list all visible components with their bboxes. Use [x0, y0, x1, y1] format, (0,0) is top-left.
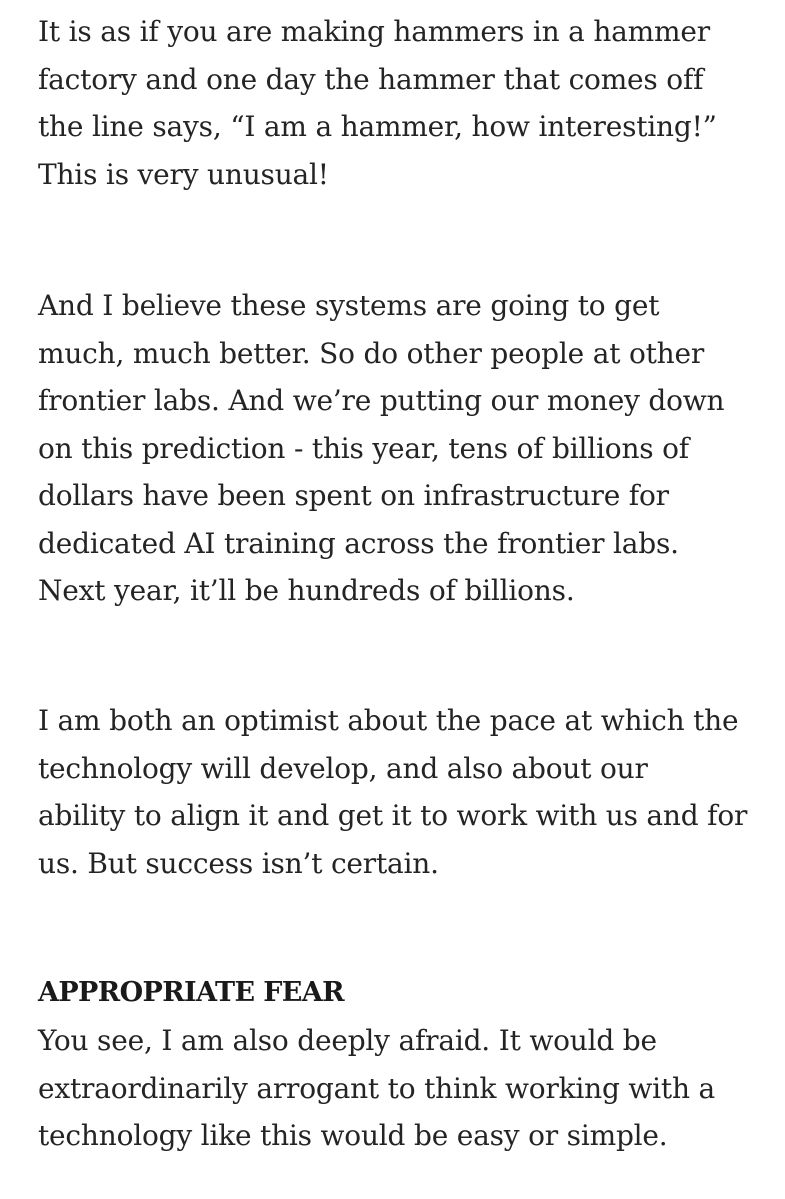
section-heading: APPROPRIATE FEAR: [38, 977, 344, 1008]
text-line: the line says, “I am a hammer, how interesting!”: [38, 110, 717, 143]
text-line: frontier labs. And we’re putting our money down: [38, 384, 725, 417]
paragraph-systems-better: [38, 282, 758, 615]
text-line: You see, I am also deeply afraid. It would be: [38, 1024, 657, 1057]
text-line: It is as if you are making hammers in a hammer: [38, 15, 710, 48]
text-line: dedicated AI training across the frontier labs.: [38, 526, 679, 560]
text-line: factory and one day the hammer that comes off: [38, 62, 704, 96]
text-line: technology will develop, and also about our: [38, 751, 648, 785]
paragraph-deeply-afraid: [38, 1017, 758, 1160]
text-line: Next year, it’ll be hundreds of billions.: [38, 574, 575, 607]
text-line: extraordinarily arrogant to think working with a: [38, 1071, 716, 1105]
text-line: technology like this would be easy or simple.: [38, 1119, 668, 1152]
text-line: us. But success isn’t certain.: [38, 846, 439, 880]
text-line: ability to align it and get it to work with us and for: [38, 799, 748, 832]
text-line: dollars have been spent on infrastructure for: [38, 479, 669, 512]
text-line: on this prediction - this year, tens of billions of: [38, 431, 689, 465]
paragraph-hammer-factory: [38, 8, 758, 198]
paragraph-optimist: [38, 697, 758, 887]
text-line: This is very unusual!: [38, 157, 329, 191]
text-line: much, much better. So do other people at other: [38, 336, 705, 370]
text-line: And I believe these systems are going to get: [38, 289, 660, 322]
text-line: I am both an optimist about the pace at which the: [38, 704, 739, 737]
